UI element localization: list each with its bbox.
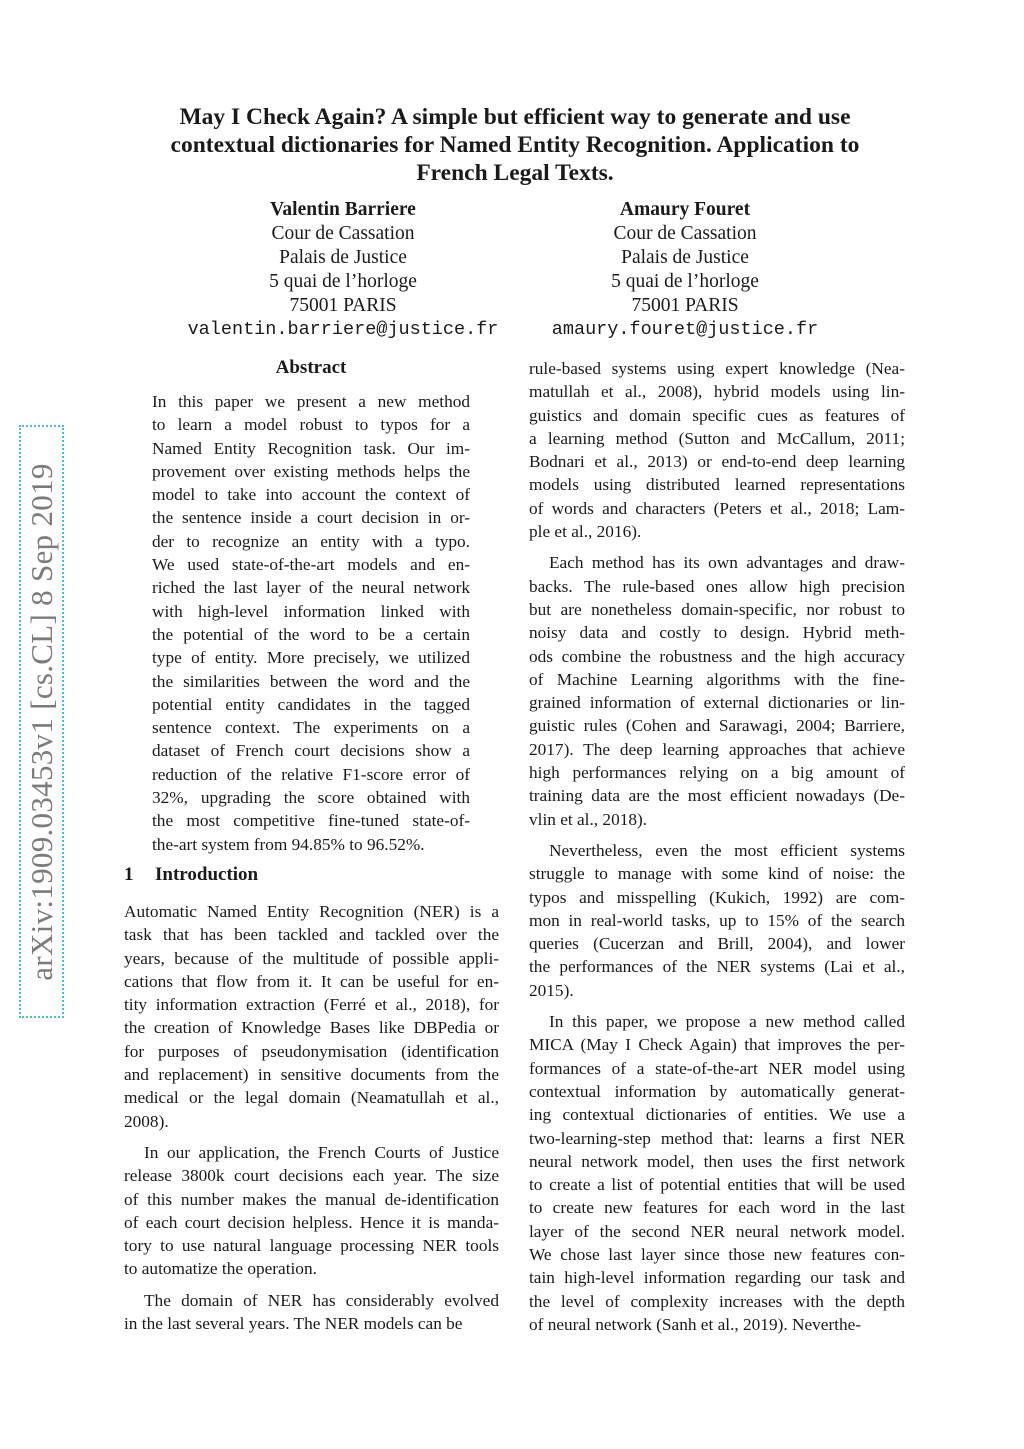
text-line: tory to use natural language processing NER tools [124,1236,499,1256]
text-line: the-art system from 94.85% to 96.52%. [152,834,425,854]
paragraph [529,1010,905,1336]
section-title: Introduction [155,864,259,885]
text-line: of words and characters (Peters et al., 2018; Lam- [529,498,905,518]
arxiv-stamp-text: arXiv:1909.03453v1 [cs.CL] 8 Sep 2019 [23,462,59,981]
paragraph [124,900,499,1133]
text-line: the level of complexity increases with the depth [529,1291,905,1311]
text-line: provement over existing methods helps the [152,461,470,481]
paragraph [124,1141,499,1281]
text-line: the similarities between the word and the [152,671,470,691]
paper-title [120,103,910,187]
author-city: 75001 PARIS [289,295,397,316]
text-line: dataset of French court decisions show a [152,741,470,761]
text-line: of each court decision helpless. Hence it is manda- [124,1212,499,1232]
text-line: 2008). [124,1111,169,1131]
introduction-body [124,900,499,1335]
arxiv-stamp [19,425,64,1018]
text-line: We chose last layer since those new features con- [529,1244,905,1264]
text-line: cations that flow from it. It can be useful for en- [124,971,499,991]
text-line: Bodnari et al., 2013) or end-to-end deep learning [529,452,905,472]
text-line: the most competitive fine-tuned state-of- [152,811,470,831]
text-line: model to take into account the context of [152,485,470,505]
text-line: Named Entity Recognition task. Our im- [152,438,470,458]
text-line: MICA (May I Check Again) that improves the per- [529,1035,905,1055]
text-line: Automatic Named Entity Recognition (NER) is a [124,902,499,921]
text-line: potential entity candidates in the tagged [152,694,470,714]
text-line: vlin et al., 2018). [529,809,648,829]
author-email: valentin.barriere@justice.fr [187,319,499,340]
text-line: and replacement) in sensitive documents from the [124,1065,499,1085]
text-line: of Machine Learning algorithms with the fine- [529,669,905,689]
text-line: grained information of external dictionaries or lin- [529,693,905,713]
author-building: Palais de Justice [621,247,749,268]
author-building: Palais de Justice [279,247,407,268]
text-line: typos and misspelling (Kukich, 1992) are com- [529,887,905,907]
text-line: years, because of the multitude of possible appli- [124,948,499,968]
title-line: French Legal Texts. [416,160,614,186]
author-name: Amaury Fouret [619,199,751,220]
paragraph [529,357,905,543]
text-line: guistic rules (Cohen and Sarawagi, 2004; Barriere, [529,716,905,736]
text-line: but are nonetheless domain-specific, nor robust to [529,599,905,619]
text-line: guistics and domain specific cues as features of [529,405,905,425]
text-line: der to recognize an entity with a typo. [152,531,470,551]
author-block [505,198,865,342]
text-line: 2017). The deep learning approaches that achieve [529,739,905,759]
text-line: models using distributed learned representations [529,475,905,495]
text-line: the performances of the NER systems (Lai et al., [529,957,905,977]
text-line: sentence context. The experiments on a [152,718,470,738]
text-line: layer of the second NER neural network model. [529,1221,905,1241]
text-line: formances of a state-of-the-art NER model using [529,1058,905,1078]
author-name: Valentin Barriere [270,199,416,220]
text-line: tain high-level information regarding our task and [529,1268,905,1288]
text-line: neural network model, then uses the first network [529,1151,905,1171]
text-line: to learn a model robust to typos for a [152,415,470,435]
text-line: mon in real-world tasks, up to 15% of the search [529,910,905,930]
text-line: matullah et al., 2008), hybrid models using lin- [529,382,905,402]
text-line: queries (Cucerzan and Brill, 2004), and lower [529,934,905,954]
author-block [163,198,523,342]
author-affiliation: Cour de Cassation [613,223,757,244]
text-line: ods combine the robustness and the high accuracy [529,646,905,666]
text-line: the potential of the word to be a certain [152,624,470,644]
text-line: the creation of Knowledge Bases like DBPedia or [124,1018,499,1038]
text-line: rule-based systems using expert knowledge (Nea- [529,359,905,378]
text-line: two-learning-step method that: learns a first NER [529,1128,905,1148]
author-email: amaury.fouret@justice.fr [551,319,819,340]
text-line: type of entity. More precisely, we utilized [152,648,470,668]
text-line: high performances relying on a big amount of [529,763,905,783]
text-line: Each method has its own advantages and draw- [549,553,905,573]
text-line: for purposes of pseudonymisation (identification [124,1041,499,1061]
text-line: struggle to manage with some kind of noise: the [529,864,905,884]
text-line: riched the last layer of the neural network [152,578,470,598]
text-line: of this number makes the manual de-identification [124,1189,499,1209]
text-line: of neural network (Sanh et al., 2019). Neverthe- [529,1314,862,1334]
author-affiliation: Cour de Cassation [271,223,415,244]
abstract-heading: Abstract [275,357,347,378]
section-number: 1 [124,864,134,885]
text-line: In our application, the French Courts of Justice [144,1142,499,1162]
text-line: release 3800k court decisions each year. The size [124,1166,499,1186]
text-line: tity information extraction (Ferré et al., 2018), for [124,995,499,1015]
text-line: medical or the legal domain (Neamatullah et al., [124,1088,499,1108]
text-line: backs. The rule-based ones allow high precision [529,576,905,596]
text-line: training data are the most efficient nowadays (De- [529,786,905,806]
author-city: 75001 PARIS [631,295,739,316]
text-line: 32%, upgrading the score obtained with [152,788,470,808]
text-line: the sentence inside a court decision in or- [152,508,470,528]
paragraph [529,839,905,1002]
abstract-body [152,390,470,856]
text-line: task that has been tackled and tackled over the [124,925,499,945]
text-line: In this paper, we propose a new method called [549,1012,905,1032]
text-line: in the last several years. The NER models can be [124,1314,463,1334]
right-column-body [529,357,905,1336]
text-line: to automatize the operation. [124,1259,317,1279]
text-line: The domain of NER has considerably evolved [144,1290,499,1310]
text-line: noisy data and costly to design. Hybrid meth- [529,623,905,643]
text-line: Nevertheless, even the most efficient systems [549,840,905,860]
title-line: contextual dictionaries for Named Entity Recognition. Application to [170,132,860,158]
text-line: In this paper we present a new method [152,392,470,411]
section-heading [124,864,258,886]
text-line: ple et al., 2016). [529,522,642,542]
text-line: a learning method (Sutton and McCallum, 2011; [529,428,905,448]
text-line: 2015). [529,980,574,1000]
text-line: contextual information by automatically generat- [529,1081,905,1101]
text-line: to create a list of potential entities that will be used [529,1175,905,1195]
text-line: to create new features for each word in the last [529,1198,905,1218]
paragraph [124,1289,499,1336]
author-street: 5 quai de l’horloge [269,271,417,292]
text-line: with high-level information linked with [152,601,470,621]
text-line: We used state-of-the-art models and en- [152,555,470,575]
title-line: May I Check Again? A simple but efficient way to generate and use [179,104,851,130]
text-line: ing contextual dictionaries of entities. We use a [529,1105,905,1125]
author-street: 5 quai de l’horloge [611,271,759,292]
text-line: reduction of the relative F1-score error of [152,764,470,784]
paragraph [529,551,905,831]
